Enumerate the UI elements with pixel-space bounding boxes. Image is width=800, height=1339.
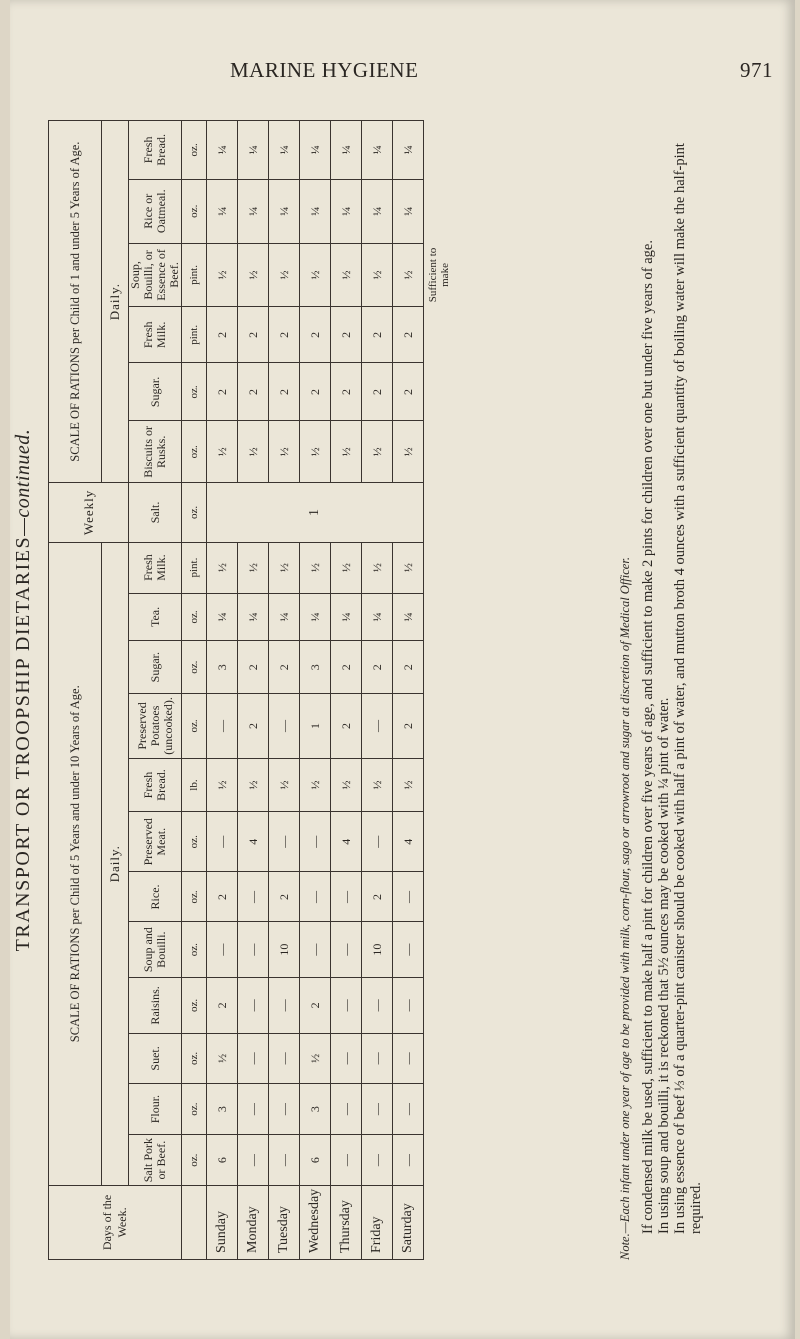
ration-cell: 2 [238, 641, 269, 694]
day-label: Thursday [331, 1185, 362, 1259]
day-label: Monday [238, 1185, 269, 1259]
ration-cell: ½ [207, 421, 238, 483]
unit-blank [182, 1185, 207, 1259]
ration-cell: — [393, 977, 424, 1033]
ration-cell: 3 [300, 1083, 331, 1135]
ration-cell: ½ [269, 542, 300, 593]
unit-cell: oz. [182, 1135, 207, 1185]
footnote-3: In using essence of beef ⅓ of a quarter-pint canister should be cooked with half a pint of water, and mutton broth 4 ounces with a sufficient quantity of boiling water will make the half-pint required. [672, 143, 704, 1234]
ration-cell: 4 [393, 812, 424, 872]
unit-cell: oz. [182, 812, 207, 872]
ration-cell: — [300, 812, 331, 872]
ration-cell: — [207, 812, 238, 872]
unit-cell: oz. [182, 1083, 207, 1135]
ration-cell: ¼ [393, 593, 424, 641]
ration-cell: ½ [207, 542, 238, 593]
ration-cell: ¼ [207, 179, 238, 243]
unit-cell: oz. [182, 641, 207, 694]
table-row [362, 121, 393, 1260]
column-header: Rice. [129, 872, 182, 922]
ration-cell: 2 [207, 307, 238, 363]
ration-cell: 2 [362, 363, 393, 421]
ration-cell: ¼ [269, 593, 300, 641]
brace-note: Sufficient to make [427, 247, 451, 303]
ration-cell: 2 [331, 307, 362, 363]
ration-cell: 3 [300, 641, 331, 694]
unit-cell: oz. [182, 483, 207, 542]
column-header: Soup and Bouilli. [129, 922, 182, 977]
ration-cell: 2 [362, 641, 393, 694]
ration-cell: — [238, 922, 269, 977]
ration-cell: ½ [207, 243, 238, 306]
ration-cell: ½ [331, 421, 362, 483]
column-header: Suet. [129, 1033, 182, 1083]
ration-cell: ½ [331, 758, 362, 811]
unit-cell: oz. [182, 593, 207, 641]
ration-cell: ½ [362, 421, 393, 483]
ration-cell: — [331, 1135, 362, 1185]
column-header: Raisins. [129, 977, 182, 1033]
column-header: Preserved Potatoes (uncooked). [129, 693, 182, 758]
ration-cell: ¼ [207, 593, 238, 641]
ration-cell: 2 [300, 307, 331, 363]
column-header: Rice or Oatmeal. [129, 179, 182, 243]
table-row [269, 121, 300, 1260]
ration-cell: ½ [300, 542, 331, 593]
ration-cell: — [393, 1135, 424, 1185]
title-main: TRANSPORT OR TROOPSHIP DIETARIES [12, 535, 34, 952]
ration-cell: — [393, 1033, 424, 1083]
ration-cell: ½ [207, 1033, 238, 1083]
weekly-group-label: Weekly [49, 483, 129, 542]
ration-cell: ½ [269, 758, 300, 811]
column-header: Flour. [129, 1083, 182, 1135]
unit-cell: oz. [182, 121, 207, 180]
ration-cell: ½ [331, 243, 362, 306]
ration-cell: ¼ [238, 121, 269, 180]
ration-cell: 2 [393, 641, 424, 694]
ration-cell: ½ [300, 1033, 331, 1083]
table-row [393, 121, 424, 1260]
ration-cell: — [207, 693, 238, 758]
ration-cell: ¼ [238, 593, 269, 641]
ration-cell: ½ [331, 542, 362, 593]
ration-cell: — [269, 1083, 300, 1135]
day-label: Saturday [393, 1185, 424, 1259]
ration-cell: ¼ [331, 121, 362, 180]
ration-cell: ¼ [393, 121, 424, 180]
unit-cell: pint. [182, 542, 207, 593]
ration-cell: — [269, 693, 300, 758]
weekly-salt-cell: 1 [207, 483, 424, 542]
ration-cell: 2 [300, 363, 331, 421]
ration-cell: — [393, 922, 424, 977]
rotated-table-block [8, 120, 708, 1260]
ration-cell: 3 [207, 641, 238, 694]
ration-cell: 2 [331, 363, 362, 421]
ration-cell: ¼ [362, 121, 393, 180]
ration-cell: — [269, 977, 300, 1033]
ration-cell: ¼ [393, 179, 424, 243]
ration-cell: 2 [238, 307, 269, 363]
unit-cell: oz. [182, 693, 207, 758]
ration-cell: ½ [269, 243, 300, 306]
column-header: Salt Pork or Beef. [129, 1135, 182, 1185]
ration-cell: ½ [238, 243, 269, 306]
ration-cell: ½ [300, 243, 331, 306]
ration-cell: — [362, 1135, 393, 1185]
ration-cell: — [393, 1083, 424, 1135]
unit-cell: lb. [182, 758, 207, 811]
page-number: 971 [740, 58, 773, 82]
ration-cell: ½ [393, 758, 424, 811]
day-column-header: Days of the Week. [49, 1185, 182, 1259]
ration-cell: — [362, 1083, 393, 1135]
ration-cell: 4 [331, 812, 362, 872]
ration-cell: ¼ [331, 593, 362, 641]
column-header: Sugar. [129, 641, 182, 694]
ration-cell: ½ [238, 421, 269, 483]
ration-cell: — [362, 1033, 393, 1083]
ration-cell: 2 [362, 872, 393, 922]
ration-cell: — [362, 812, 393, 872]
unit-cell: oz. [182, 363, 207, 421]
unit-cell: oz. [182, 1033, 207, 1083]
column-header: Sugar. [129, 363, 182, 421]
column-header: Fresh Bread. [129, 758, 182, 811]
right-table-caption: SCALE OF RATIONS per Child of 1 and under 5 Years of Age. [49, 121, 102, 483]
unit-cell: oz. [182, 179, 207, 243]
table-row [331, 121, 362, 1260]
column-header: Salt. [129, 483, 182, 542]
unit-cell: oz. [182, 977, 207, 1033]
ration-cell: ½ [362, 758, 393, 811]
ration-cell: — [331, 1033, 362, 1083]
ration-cell: — [238, 1135, 269, 1185]
ration-cell: — [238, 1033, 269, 1083]
table-row [207, 121, 238, 1260]
day-label: Sunday [207, 1185, 238, 1259]
ration-cell: ½ [362, 243, 393, 306]
ration-cell: 2 [300, 977, 331, 1033]
ration-cell: ¼ [362, 593, 393, 641]
ration-cell: 2 [269, 872, 300, 922]
ration-cell: ½ [269, 421, 300, 483]
ration-cell: ½ [362, 542, 393, 593]
column-header: Fresh Bread. [129, 121, 182, 180]
column-header: Soup, Bouilli, or Essence of Beef. [129, 243, 182, 306]
ration-cell: 2 [393, 693, 424, 758]
brace-row [424, 121, 455, 1260]
left-table-caption: SCALE OF RATIONS per Child of 5 Years and under 10 Years of Age. [49, 542, 102, 1185]
ration-cell: 2 [331, 641, 362, 694]
page-header [0, 58, 800, 88]
left-daily-label: Daily. [102, 542, 129, 1185]
ration-cell: 2 [238, 363, 269, 421]
ration-cell: 2 [238, 693, 269, 758]
ration-cell: — [238, 977, 269, 1033]
ration-cell: ½ [300, 421, 331, 483]
ration-cell: 2 [207, 977, 238, 1033]
ration-cell: 10 [269, 922, 300, 977]
ration-cell: — [331, 977, 362, 1033]
ration-cell: — [331, 922, 362, 977]
footnotes [640, 130, 704, 1260]
ration-cell: 2 [269, 641, 300, 694]
title-continued: —continued. [12, 428, 34, 536]
ration-cell: 2 [269, 363, 300, 421]
ration-cell: — [393, 872, 424, 922]
ration-cell: — [207, 922, 238, 977]
ration-cell: ¼ [238, 179, 269, 243]
ration-cell: — [269, 1033, 300, 1083]
ration-cell: 2 [393, 307, 424, 363]
unit-cell: pint. [182, 243, 207, 306]
ration-cell: — [238, 872, 269, 922]
footnote-1: If condensed milk be used, sufficient to make half a pint for children over five years of age, and sufficient to make 2 pints for children over one but under five years of age. [640, 240, 656, 1234]
column-header: Tea. [129, 593, 182, 641]
ration-cell: ½ [300, 758, 331, 811]
ration-cell: 3 [207, 1083, 238, 1135]
column-header: Preserved Meat. [129, 812, 182, 872]
ration-cell: — [300, 922, 331, 977]
ration-cell: ¼ [269, 179, 300, 243]
ration-cell: ½ [238, 542, 269, 593]
ration-cell: 2 [207, 363, 238, 421]
ration-cell: 2 [362, 307, 393, 363]
ration-cell: 1 [300, 693, 331, 758]
ration-cell: ½ [393, 243, 424, 306]
ration-cell: 10 [362, 922, 393, 977]
unit-cell: pint. [182, 307, 207, 363]
ration-cell: ½ [238, 758, 269, 811]
ration-cell: ¼ [269, 121, 300, 180]
unit-cell: oz. [182, 872, 207, 922]
ration-cell: — [300, 872, 331, 922]
ration-cell: ¼ [331, 179, 362, 243]
ration-cell: 6 [300, 1135, 331, 1185]
rations-table [48, 120, 454, 1260]
infant-note: Note.—Each infant under one year of age to be provided with milk, corn-flour, sago or arrowroot and sugar at discretion of Medical Officer. [618, 557, 632, 1260]
ration-cell: 2 [393, 363, 424, 421]
day-label: Friday [362, 1185, 393, 1259]
day-label: Wednesday [300, 1185, 331, 1259]
ration-cell: ¼ [300, 179, 331, 243]
column-header: Fresh Milk. [129, 542, 182, 593]
ration-cell: — [362, 693, 393, 758]
ration-cell: ½ [393, 542, 424, 593]
day-label: Tuesday [269, 1185, 300, 1259]
unit-cell: oz. [182, 922, 207, 977]
ration-cell: 6 [207, 1135, 238, 1185]
ration-cell: ½ [207, 758, 238, 811]
ration-cell: ¼ [362, 179, 393, 243]
ration-cell: ¼ [300, 121, 331, 180]
ration-cell: — [331, 872, 362, 922]
ration-cell: 2 [207, 872, 238, 922]
unit-cell: oz. [182, 421, 207, 483]
brace-spacer [424, 307, 455, 1260]
footnote-2: In using soup and bouilli, it is reckoned that 5½ ounces may be cooked with ¼ pint of water. [656, 697, 672, 1234]
table-row [300, 121, 331, 1260]
ration-cell: ¼ [207, 121, 238, 180]
table-row [238, 121, 269, 1260]
column-header: Fresh Milk. [129, 307, 182, 363]
ration-cell: ½ [393, 421, 424, 483]
ration-cell: — [269, 1135, 300, 1185]
ration-cell: ¼ [300, 593, 331, 641]
column-header: Biscuits or Rusks. [129, 421, 182, 483]
right-daily-label: Daily. [102, 121, 129, 483]
ration-cell: 2 [269, 307, 300, 363]
table-title [12, 120, 35, 1260]
ration-cell: — [269, 812, 300, 872]
ration-cell: 4 [238, 812, 269, 872]
ration-cell: — [238, 1083, 269, 1135]
ration-cell: — [331, 1083, 362, 1135]
ration-cell: — [362, 977, 393, 1033]
running-head: MARINE HYGIENE [230, 58, 419, 82]
ration-cell: 2 [331, 693, 362, 758]
